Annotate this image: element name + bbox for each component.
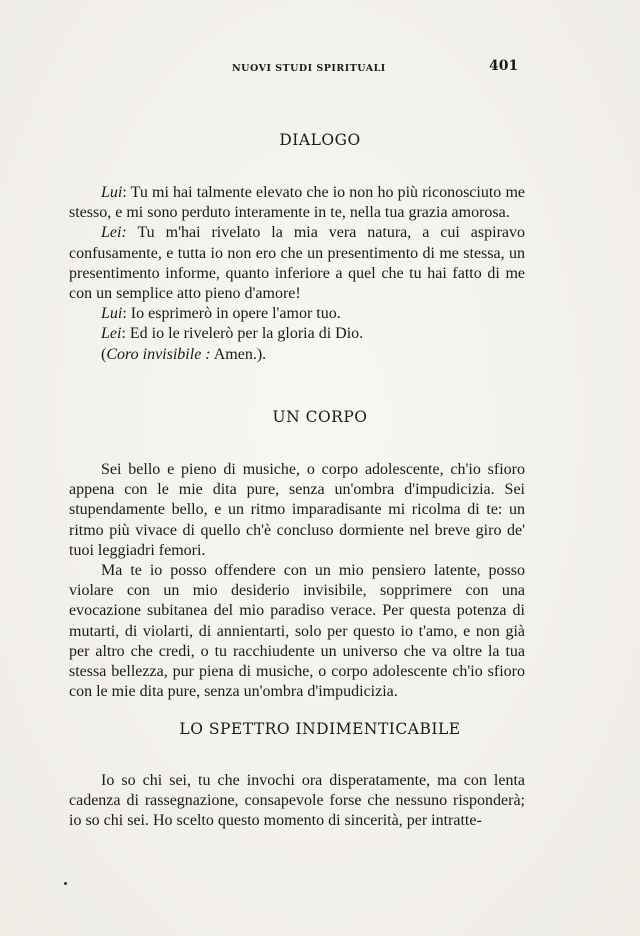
section-title-dialogo: DIALOGO: [279, 131, 361, 149]
ink-speck: [64, 882, 67, 885]
dialogue-line: [69, 345, 525, 365]
speaker-label: Lei: [101, 325, 122, 343]
speaker-label: Lui: [101, 305, 123, 323]
running-title: NUOVI STUDI SPIRITUALI: [232, 63, 386, 74]
dialogue-text: : Io esprimerò in opere l'amor tuo.: [122, 305, 341, 323]
paragraph: Io so chi sei, tu che invochi ora disperatamente, ma con lenta cadenza di rassegnazione, consapevole forse che nessuno risponderà; io so chi sei. Ho scelto questo momento di sincerità, per intratte-: [69, 772, 525, 830]
dialogue-text: Tu m'hai rivelato la mia vera natura, a cui aspiravo confusamente, e tutta io non ero che un presentimento di me stessa, un presentimento informe, quanto inferiore a quel che tu hai fatto di me con un semplice atto pieno d'amore!: [69, 224, 525, 303]
dialogue-text: Amen.).: [210, 345, 267, 363]
paragraph: Ma te io posso offendere con un mio pensiero latente, posso violare con un mio desiderio invisibile, sopprimere con una evocazione subitanea del mio paradiso verace. Per questa potenza di mutarti, di violarti, di annientarti, solo per questo io t'amo, e non già per altro che credi, o tu racchiudente un universo che va oltre la tua stessa bellezza, pur piena di musiche, o corpo adolescente ch'io sfioro con le mie dita pure, senza un'ombra d'impudicizia.: [69, 562, 525, 701]
paragraph: Sei bello e pieno di musiche, o corpo adolescente, ch'io sfioro appena con le mie dita pure, senza un'ombra d'impudicizia. Sei stupendamente bello, e un ritmo imparadisante mi ricolma di te: un ritmo più vivace di quello ch'è concluso dormiente nel breve giro de' tuoi leggiadri femori.: [69, 461, 525, 559]
section-title-un-corpo: UN CORPO: [272, 408, 368, 426]
dialogue-line: [69, 183, 525, 223]
dialogue-line: [69, 324, 525, 344]
dialogue-line: [69, 304, 525, 324]
paren-open: (: [101, 345, 107, 363]
speaker-label: Lei:: [101, 224, 127, 242]
un-corpo-text: [69, 460, 525, 702]
speaker-label: Lui: [101, 184, 123, 201]
section-title-lo-spettro: LO SPETTRO INDIMENTICABILE: [179, 720, 461, 738]
lo-spettro-text: [69, 771, 525, 832]
dialogue-block: [69, 183, 525, 365]
dialogue-line: [69, 223, 525, 304]
speaker-label: Coro invisibile :: [106, 345, 211, 363]
dialogue-text: : Ed io le rivelerò per la gloria di Dio.: [121, 325, 364, 343]
page-number: 401: [489, 58, 519, 74]
dialogue-text: : Tu mi hai talmente elevato che io non ho più riconosciuto me stesso, e mi sono perduto interamente in te, nella tua grazia amorosa.: [69, 184, 525, 222]
